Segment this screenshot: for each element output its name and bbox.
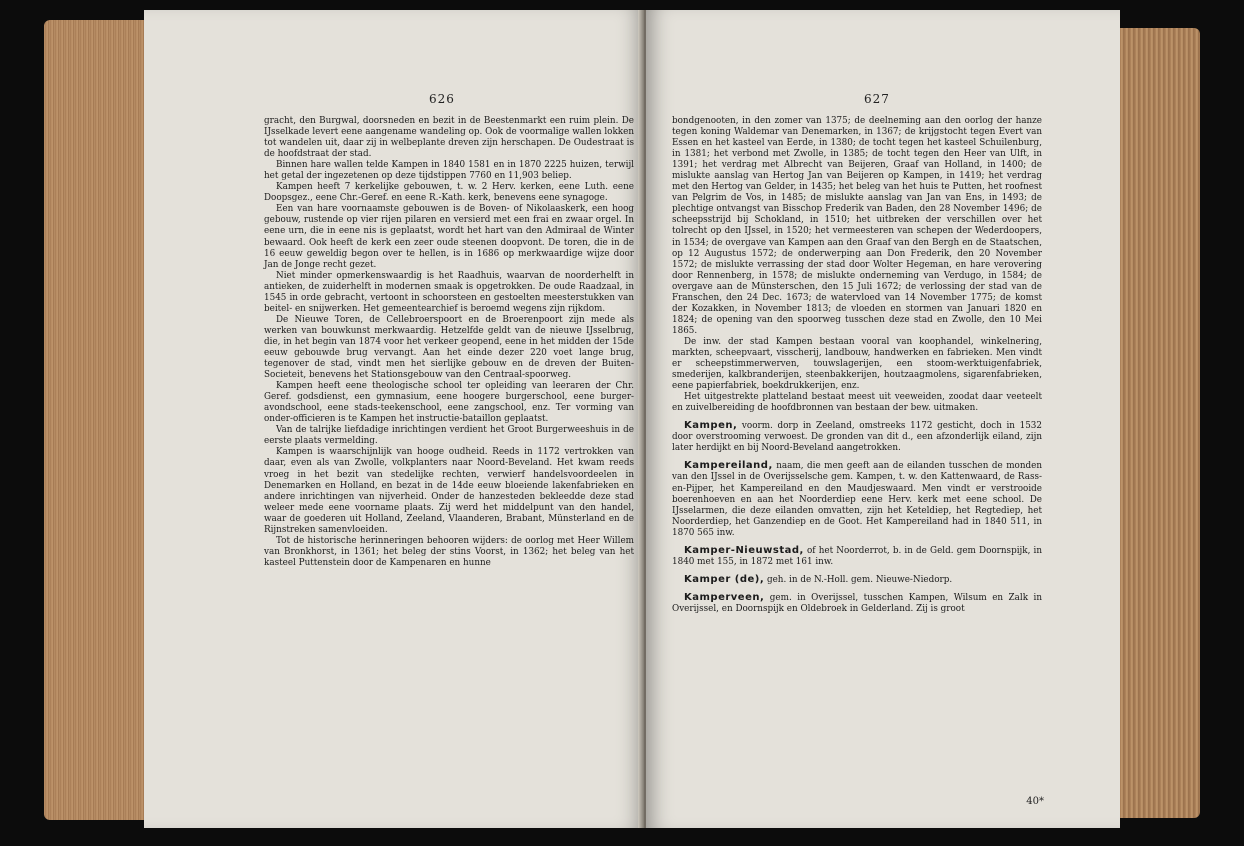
right-page (646, 10, 1120, 828)
open-book (44, 10, 1200, 838)
paragraph: Kampen heeft 7 kerkelijke gebouwen, t. w. 2 Herv. kerken, eene Luth. eene Doopsgez., eene Chr.-Geref. en eene R.-Kath. kerk, benevens eene synagoge. (264, 182, 634, 204)
paragraph: bondgenooten, in den zomer van 1375; de deelneming aan den oorlog der hanze tegen koning Waldemar van Denemarken, in 1367; de krijgstocht tegen Evert van Essen en het kasteel van Eerde, in 1380; de tocht tegen het kasteel Schuilenburg, in 1381; het verbond met Zwolle, in 1385; de tocht tegen den Heer van Ulft, in 1391; het verdrag met Albrecht van Beijeren, Graaf van Holland, in 1400; de mislukte aanslag van Hertog Jan van Beijeren op Kampen, in 1419; het verdrag met den Hertog van Gelder, in 1435; het beleg van het huis te Putten, het roofnest van Pelgrim de Vos, in 1485; de mislukte aanslag van Jan van Ens, in 1493; de plechtige ontvangst van Bisschop Frederik van Baden, den 28 November 1496; de scheepsstrijd bij Schokland, in 1510; het uitbreken der verschillen over het tolrecht op den IJssel, in 1520; het vermeesteren van schepen der Wederdoopers, in 1534; de overgave van Kampen aan den Graaf van den Bergh en de Staatschen, op 12 Augustus 1572; de onderwerping aan Don Frederik, den 20 November 1572; de mislukte verrassing der stad door Wolter Hegeman, en hare verovering door Rennenberg, in 1578; de mislukte onderneming van Verdugo, in 1584; de overgave aan de Münsterschen, den 15 Juli 1672; de verlossing der stad van de Franschen, den 24 Dec. 1673; de watervloed van 14 November 1775; de komst der Kozakken, in November 1813; de vloeden en stormen van Januari 1820 en 1824; de opening van den spoorweg tusschen deze stad en Zwolle, den 10 Mei 1865. (672, 116, 1042, 336)
dictionary-entry (672, 545, 1042, 568)
entry-headword: Kamper (de), (684, 573, 765, 585)
paragraph: Kampen heeft eene theologische school ter opleiding van leeraren der Chr. Geref. godsdienst, een gymnasium, eene hoogere burgerschool, eene burger-avondschool, eene stads-teekenschool, eene zangschool, enz. Ter vorming van onder-officieren is te Kampen het instructie-bataillon geplaatst. (264, 381, 634, 425)
paragraph: De inw. der stad Kampen bestaan vooral van koophandel, winkelnering, markten, scheepvaart, visscherij, landbouw, handwerken en fabrieken. Men vindt er scheepstimmerwerven, touwslagerijen, een stoom-werktuigenfabriek, smederijen, kalkbranderijen, steenbakkerijen, houtzaagmolens, sigarenfabrieken, eene papierfabriek, boekdrukkerijen, enz. (672, 336, 1042, 392)
paragraph: Tot de historische herinneringen behooren wijders: de oorlog met Heer Willem van Bronkhorst, in 1361; het beleg der stins Voorst, in 1362; het beleg van het kasteel Puttenstein door de Kampenaren en hunne (264, 535, 634, 568)
entry-headword: Kampereiland, (684, 460, 773, 472)
paragraph: Van de talrijke liefdadige inrichtingen verdient het Groot Burgerweeshuis in de eerste plaats vermelding. (264, 425, 634, 447)
paragraph: Een van hare voornaamste gebouwen is de Boven- of Nikolaaskerk, een hoog gebouw, rustende op vier rijen pilaren en versierd met een frai en zwaar orgel. In eene urn, die in eene nis is geplaatst, wordt het hart van den Admiraal de Winter bewaard. Ook heeft de kerk een zeer oude steenen doopvont. De toren, die in de 16 eeuw geweldig begon over te hellen, is in 1686 op merkwaardige wijze door Jan de Jonge recht gezet. (264, 204, 634, 270)
paragraph: Kampen is waarschijnlijk van hooge oudheid. Reeds in 1172 vertrokken van daar, even als van Zwolle, volkplanters naar Noord-Beveland. Het kwam reeds vroeg in het bezit van stedelijke rechten, verwierf handelsvoordeelen in Denemarken en Holland, en bezat in de 14de eeuw bloeiende lakenfabrieken en andere inrichtingen van nijverheid. Onder de hanzesteden bekleedde deze stad weleer mede eene voorname plaats. Zij werd het middelpunt van den handel, waar de goederen uit Holland, Zeeland, Vlaanderen, Brabant, Münsterland en de Rijnstreken samenvloeiden. (264, 447, 634, 535)
entry-headword: Kamperveen, (684, 591, 765, 603)
paragraph: De Nieuwe Toren, de Cellebroerspoort en de Broerenpoort zijn mede als werken van bouwkunst merkwaardig. Hetzelfde geldt van de nieuwe IJsselbrug, die, in het begin van 1874 voor het verkeer geopend, eene in het midden der 15de eeuw gebouwde brug vervangt. Aan het einde dezer 220 voet lange brug, tegenover de stad, vindt men het sierlijke gebouw en de dreven der Buiten-Societeit, benevens het Stationsgebouw van den Centraal-spoorweg. (264, 314, 634, 381)
dictionary-entry (672, 592, 1042, 615)
left-page-text (264, 116, 634, 569)
signature-mark: 40* (1026, 796, 1044, 807)
paragraph: gracht, den Burgwal, doorsneden en bezit in de Beestenmarkt een ruim plein. De IJsselkade levert eene aangename wandeling op. Ook de voormalige wallen lokken tot wandelen uit, daar zij in welbeplante dreven zijn herschapen. De Oudestraat is de hoofdstraat der stad. (264, 116, 634, 160)
entry-body: voorm. dorp in Zeeland, omstreeks 1172 gesticht, doch in 1532 door overstrooming verwoest. De gronden van dit d., een afzonderlijk eiland, zijn later herdijkt en bij Noord-Beveland aangetrokken. (672, 421, 1042, 454)
entry-headword: Kampen, (684, 420, 738, 432)
dictionary-entry (672, 574, 1042, 586)
left-page (144, 10, 644, 828)
paragraph: Het uitgestrekte platteland bestaat meest uit veeweiden, zoodat daar veeteelt en zuivelbereiding de hoofdbronnen van bestaan der bew. uitmaken. (672, 392, 1042, 414)
entry-body: gem. in Overijssel, tusschen Kampen, Wilsum en Zalk in Overijssel, en Doornspijk en Oldebroek in Gelderland. Zij is groot (672, 592, 1043, 614)
dictionary-entry (672, 420, 1042, 454)
right-page-text (672, 116, 1042, 615)
entry-headword: Kamper-Nieuwstad, (684, 544, 804, 556)
dictionary-entry (672, 460, 1042, 538)
page-number-right: 627 (864, 92, 890, 106)
page-number-left: 626 (429, 92, 455, 106)
paragraph: Niet minder opmerkenswaardig is het Raadhuis, waarvan de noorderhelft in antieken, de zuiderhelft in modernen smaak is opgetrokken. De oude Raadzaal, in 1545 in orde gebracht, vertoont in schoorsteen en gestoelten meesterstukken van beitel- en snijwerken. Het gemeentearchief is beroemd wegens zijn rijkdom. (264, 270, 634, 314)
entry-body: geh. in de N.-Holl. gem. Nieuwe-Niedorp. (766, 574, 953, 585)
paragraph: Binnen hare wallen telde Kampen in 1840 1581 en in 1870 2225 huizen, terwijl het getal der ingezetenen op deze tijdstippen 7760 en 11,903 beliep. (264, 160, 634, 182)
entry-body: of het Noorderrot, b. in de Geld. gem Doornspijk, in 1840 met 155, in 1872 met 161 inw. (672, 545, 1043, 567)
entry-body: naam, die men geeft aan de eilanden tusschen de monden van den IJssel in de Overijsselsche gem. Kampen, t. w. den Kattenwaard, de Rass-en-Pijper, het Kampereiland en den Maudjeswaard. Men vindt er verstrooide boerenhoeven en aan het Noorderdiep eene Herv. kerk met eene school. De IJsselarmen, die deze eilanden omvatten, zijn het Keteldiep, het Regtediep, het Noorderdiep, het Ganzendiep en de Goot. Het Kampereiland had in 1840 511, in 1870 565 inw. (672, 461, 1042, 538)
